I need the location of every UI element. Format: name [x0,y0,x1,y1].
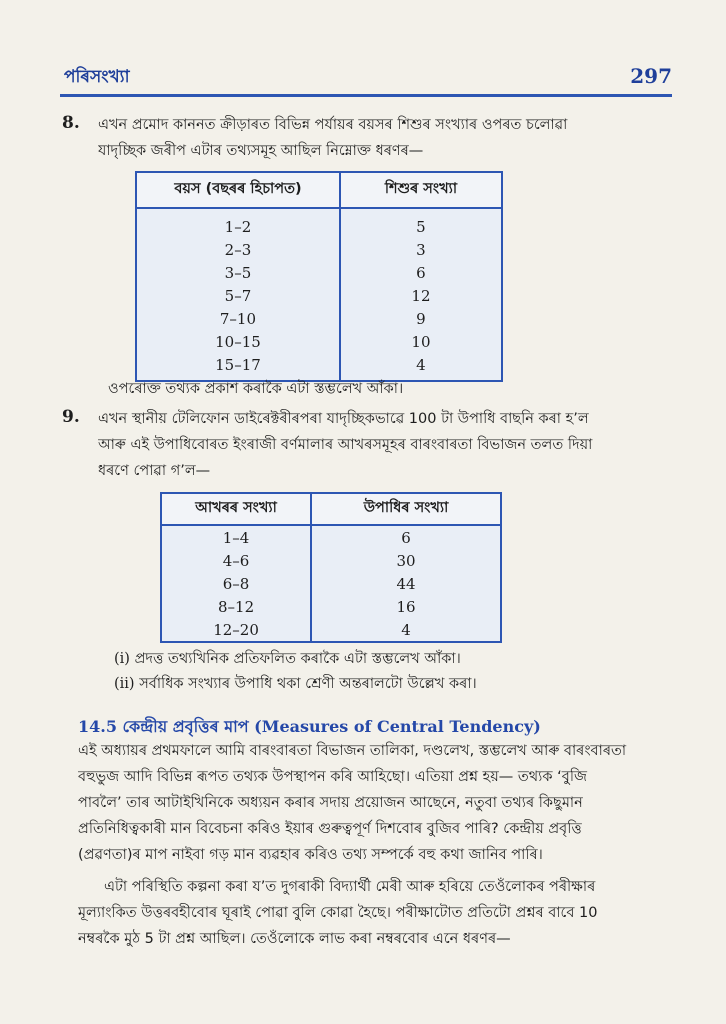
table-row [161,595,501,618]
q8-count-cell: 9 [340,307,502,330]
table-row [161,618,501,642]
q8-age-table [135,171,503,382]
question-9-number: 9. [62,407,80,427]
para1-line: পাবলৈ’ তাৰ আটাইখিনিকে অধ্যয়ন কৰাৰ সদায় প্ৰয়োজন আছেনে, নতুবা তথ্যৰ কিছুমান [78,795,583,811]
para2-line: মূল্যাংকিত উত্তৰবহীবোৰ ঘূৰাই পোৱা বুলি কোৱা হৈছে। পৰীক্ষাটোত প্ৰতিটো প্ৰশ্নৰ বাবে 10 [78,905,598,921]
section-paragraph-1 [78,738,688,868]
q9-letters-table [160,492,502,643]
q9-surnames-cell: 30 [311,549,501,572]
q8-line-1: এখন প্ৰমোদ কাননত ক্ৰীড়াৰত বিভিন্ন পৰ্যায়ৰ বয়সৰ শিশুৰ সংখ্যাৰ ওপৰত চলোৱা [98,117,568,133]
q9-letters-cell: 8–12 [161,595,311,618]
question-8-number: 8. [62,113,80,133]
q9-line-1: এখন স্থানীয় টেলিফোন ডাইৰেক্টৰীৰপৰা যাদৃচ্ছিকভাৱে 100 টা উপাধি বাছনি কৰা হ’ল [98,411,589,427]
q8-line-2: যাদৃচ্ছিক জৰীপ এটাৰ তথ্যসমূহ আছিল নিম্নোক্ত ধৰণৰ— [98,143,424,159]
q8-age-cell: 10–15 [136,330,340,353]
table-row [136,238,502,261]
table-row [136,307,502,330]
q9-letters-cell: 6–8 [161,572,311,595]
q9-sub-item-i [114,648,461,672]
q8-count-cell: 5 [340,208,502,238]
table-row [136,208,502,238]
table-row [161,572,501,595]
section-paragraph-2 [78,874,688,952]
q9-sub-item-ii [114,673,477,697]
q9-line-3: ধৰণে পোৱা গ’ল— [98,463,211,479]
table-row [136,261,502,284]
q9-surnames-cell: 16 [311,595,501,618]
q9-letters-cell: 12–20 [161,618,311,642]
para1-line: প্ৰতিনিধিত্বকাৰী মান বিবেচনা কৰিও ইয়াৰ গুৰুত্বপূৰ্ণ দিশবোৰ বুজিব পাৰি? কেন্দ্ৰীয় প্ৰবৃত্তি [78,821,582,837]
table-row [161,525,501,549]
q8-count-cell: 10 [340,330,502,353]
q8-count-cell: 6 [340,261,502,284]
q9-surnames-cell: 6 [311,525,501,549]
q8-age-cell: 7–10 [136,307,340,330]
page-number: 297 [630,64,672,88]
sub-item-text: প্ৰদত্ত তথ্যখিনিক প্ৰতিফলিত কৰাকৈ এটা স্তম্ভলেখ আঁকা। [134,651,461,667]
q8-age-cell: 3–5 [136,261,340,284]
para2-line: নম্বৰকৈ মুঠ 5 টা প্ৰশ্ন আছিল। তেওঁলোকে লাভ কৰা নম্বৰবোৰ এনে ধৰণৰ— [78,931,511,947]
table-row [136,284,502,307]
q8-age-cell: 1–2 [136,208,340,238]
q8-count-cell: 12 [340,284,502,307]
q9-header-surnames: উপাধিৰ সংখ্যা [311,493,501,525]
q8-count-cell: 3 [340,238,502,261]
para1-line: এই অধ্যায়ৰ প্ৰথমফালে আমি বাৰংবাৰতা বিভাজন তালিকা, দণ্ডলেখ, স্তম্ভলেখ আৰু বাৰংবাৰতা [78,743,627,759]
table-row [136,330,502,353]
running-header-title: পৰিসংখ্যা [64,67,130,87]
q8-age-cell: 5–7 [136,284,340,307]
para1-line: বহুভুজ আদি বিভিন্ন ৰূপত তথ্যক উপস্থাপন কৰি আহিছো। এতিয়া প্ৰশ্ন হয়— তথ্যক ‘বুজি [78,769,587,785]
question-9-text [98,406,688,484]
section-title-assamese: কেন্দ্ৰীয় প্ৰবৃত্তিৰ মাপ [122,717,249,736]
sub-item-text: সৰ্বাধিক সংখ্যাৰ উপাধি থকা শ্ৰেণী অন্তৰালটো উল্লেখ কৰা। [139,676,477,692]
q8-count-cell: 4 [340,353,502,381]
section-heading [78,714,541,741]
q9-line-2: আৰু এই উপাধিবোৰত ইংৰাজী বৰ্ণমালাৰ আখৰসমূহৰ বাৰংবাৰতা বিভাজন তলত দিয়া [98,437,593,453]
q8-age-cell: 15–17 [136,353,340,381]
sub-item-number: (ii) [114,676,135,692]
q8-after-line: ওপৰোক্ত তথ্যক প্ৰকাশ কৰাকৈ এটা স্তম্ভলেখ আঁকা। [108,381,404,397]
table-row [161,549,501,572]
q8-age-cell: 2–3 [136,238,340,261]
header-rule [60,94,672,97]
section-number: 14.5 [78,717,117,736]
sub-item-number: (i) [114,651,130,667]
q8-header-children: শিশুৰ সংখ্যা [340,172,502,208]
section-title-english: (Measures of Central Tendency) [254,717,541,736]
q9-letters-cell: 4–6 [161,549,311,572]
question-8-text [98,112,688,164]
q9-header-letters: আখৰৰ সংখ্যা [161,493,311,525]
para2-line: এটা পৰিস্থিতি কল্পনা কৰা য’ত দুগৰাকী বিদ্যাৰ্থী মেৰী আৰু হৰিয়ে তেওঁলোকৰ পৰীক্ষাৰ [104,879,596,895]
q9-surnames-cell: 44 [311,572,501,595]
para1-line: (প্ৰৱণতা)ৰ মাপ নাইবা গড় মান ব্যৱহাৰ কৰিও তথ্য সম্পৰ্কে বহু কথা জানিব পাৰি। [78,847,543,863]
q8-header-age: বয়স (বছৰৰ হিচাপত) [136,172,340,208]
q8-instruction [108,376,688,402]
q9-surnames-cell: 4 [311,618,501,642]
q9-letters-cell: 1–4 [161,525,311,549]
